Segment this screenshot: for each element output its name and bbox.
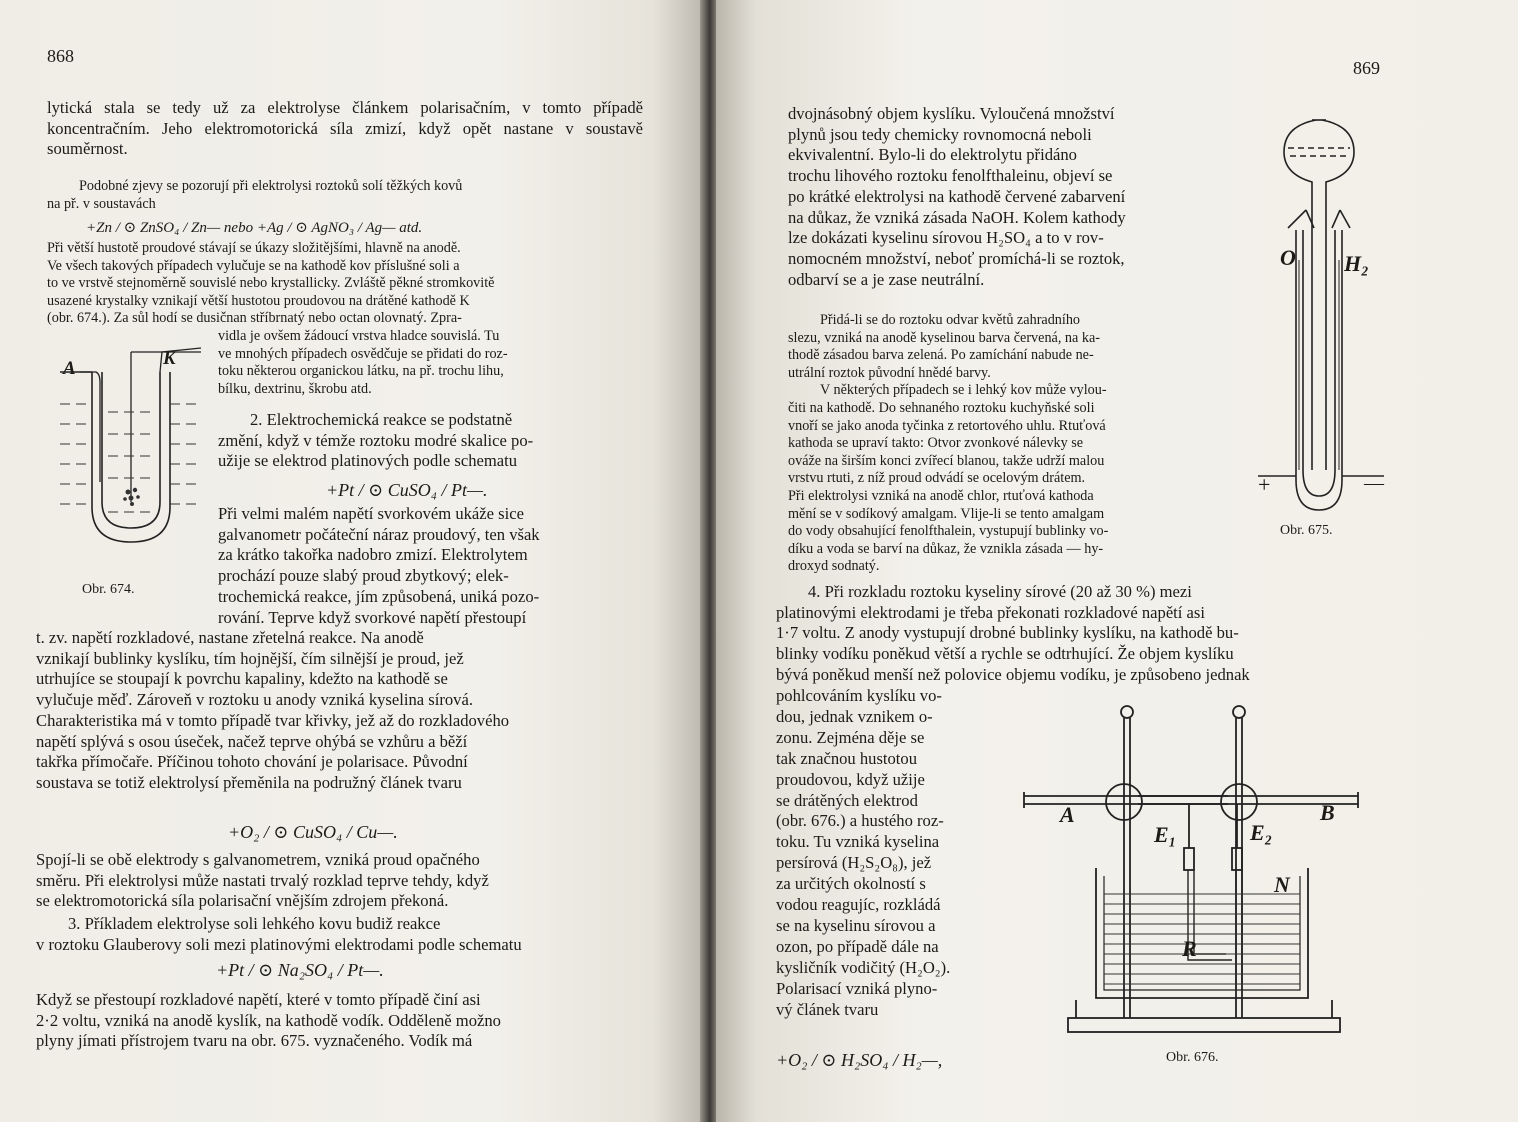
figure-674-u-tube bbox=[56, 342, 206, 557]
text-line: thodě zásadou barva zelená. Po zamíchání nabude ne- bbox=[788, 347, 1094, 364]
text-line: trochemická reakce, jím způsobená, uniká pozo- bbox=[218, 586, 540, 606]
text-line: 4. Při rozkladu roztoku kyseliny sírové (20 až 30 %) mezi bbox=[808, 582, 1192, 601]
text-line: bílku, dextrinu, škrobu atd. bbox=[218, 380, 372, 397]
fig674-label-k: K bbox=[163, 348, 176, 369]
fig675-plus: + bbox=[1258, 472, 1271, 497]
text-line: plyny jímati přístrojem tvaru na obr. 675. vyznačeného. Vodík má bbox=[36, 1031, 473, 1051]
text-line: vylučuje měď. Zároveň v roztoku u anody vzniká kyselina sírová. bbox=[36, 690, 473, 710]
text-line: na důkaz, že vzniká zásada NaOH. Kolem kathody bbox=[788, 207, 1126, 227]
left-small-block-2 bbox=[47, 240, 643, 328]
text-line: droxyd sodnatý. bbox=[788, 558, 880, 575]
text-line: utrální roztok původní hnědé barvy. bbox=[788, 364, 991, 381]
text-line: se drátěných elektrod bbox=[776, 790, 918, 810]
text-line: Když se přestoupí rozkladové napětí, které v tomto případě činí asi bbox=[36, 990, 481, 1009]
text-line: napětí splývá s osou úseček, načež teprve ohýbá se vzhůru a běží bbox=[36, 731, 468, 751]
text-line: 3. Příkladem elektrolyse soli lehkého kovu budiž reakce bbox=[68, 914, 441, 933]
text-line: plynů jsou tedy chemicky rovnomocná neboli bbox=[788, 124, 1092, 144]
formula-zn-ag: +Zn / ⊙ ZnSO₄ / Zn— nebo +Ag / ⊙ AgNO₃ / Ag— atd. bbox=[86, 220, 423, 236]
section-2-body bbox=[218, 504, 643, 628]
text-line: vý článek tvaru bbox=[776, 999, 879, 1019]
fig676-label-a: A bbox=[1060, 802, 1075, 827]
text-line: Při velmi malém napětí svorkovém ukáže sice bbox=[218, 504, 524, 523]
formula-o2-cu: +O₂ / ⊙ CuSO₄ / Cu—. bbox=[228, 822, 398, 842]
fig676-caption: Obr. 676. bbox=[1166, 1050, 1219, 1065]
text-line: Polarisací vzniká plyno- bbox=[776, 978, 938, 998]
section-2-intro bbox=[218, 410, 643, 472]
text-line: trochu lihového roztoku fenolfthaleinu, objeví se bbox=[788, 166, 1113, 186]
text-line: platinovými elektrodami je třeba překonati rozkladové napětí asi bbox=[776, 602, 1205, 622]
text-line: dou, jednak vznikem o- bbox=[776, 706, 933, 726]
text-line: pohlcováním kyslíku vo- bbox=[776, 686, 942, 705]
text-line: díku a voda se barví na důkaz, že vznikla zásada — hy- bbox=[788, 540, 1104, 557]
text-line: t. zv. napětí rozkladové, nastane zřetelná reakce. Na anodě bbox=[36, 628, 424, 647]
text-line: (obr. 674.). Za sůl hodí se dusičnan stříbrnatý nebo octan olovnatý. Zpra- bbox=[47, 310, 462, 327]
text-line: mění se v sodíkový amalgam. Vlije-li se tento amalgam bbox=[788, 505, 1105, 522]
text-line: ozon, po případě dále na bbox=[776, 936, 939, 956]
formula-o2-h2so4: +O₂ / ⊙ H₂SO₄ / H₂—, bbox=[776, 1050, 943, 1070]
page-number-left: 868 bbox=[47, 46, 74, 66]
fig675-caption: Obr. 675. bbox=[1280, 523, 1333, 538]
text-line: odbarví se a je zase neutrální. bbox=[788, 269, 985, 289]
text-line: utrhujíce se stoupají k povrchu kapaliny, kdežto na kathodě se bbox=[36, 669, 448, 689]
text-line: toku některou organickou látku, na př. trochu lihu, bbox=[218, 363, 504, 380]
text-line: kysličník vodičitý (H₂O₂). bbox=[776, 957, 951, 977]
section-4-narrow-column bbox=[776, 686, 992, 1021]
text-line: ve mnohých případech osvědčuje se přidati do roz- bbox=[218, 345, 508, 362]
text-line: galvanometr počáteční náraz proudový, ten však bbox=[218, 524, 540, 544]
text-line: usazené krystalky vznikají větší hustotou proudovou na drátěné kathodě K bbox=[47, 292, 470, 309]
fig676-label-r: R bbox=[1182, 936, 1197, 961]
text-line: lze dokázati kyselinu sírovou H₂SO₄ a to v rov- bbox=[788, 228, 1104, 248]
text-line: proudovou, když užije bbox=[776, 769, 925, 789]
text-line: užije se elektrod platinových podle schematu bbox=[218, 451, 518, 471]
text-line: tak značnou hustotou bbox=[776, 748, 918, 768]
text-line: Spojí-li se obě elektrody s galvanometrem, vzniká proud opačného bbox=[36, 850, 480, 869]
text-line: vidla je ovšem žádoucí vrstva hladce souvislá. Tu bbox=[218, 328, 500, 344]
text-line: prochází pouze slabý proud zbytkový; elek- bbox=[218, 566, 509, 586]
text-line: vnoří se jako anoda tyčinka z retortového uhlu. Rtuťová bbox=[788, 417, 1106, 434]
text-line: 1·7 voltu. Z anody vystupují drobné bublinky kyslíku, na kathodě bu- bbox=[776, 623, 1239, 643]
text-line: rování. Teprve když svorkové napětí přestoupí bbox=[218, 607, 527, 627]
text-line: Ve všech takových případech vylučuje se na kathodě kov příslušné soli a bbox=[47, 257, 460, 274]
text-line: V některých případech se i lehký kov může vylou- bbox=[820, 382, 1107, 399]
text-line: nomocném množství, neboť promíchá-li se roztok, bbox=[788, 248, 1125, 268]
text-line: v roztoku Glauberovy soli mezi platinovými elektrodami podle schematu bbox=[36, 934, 522, 954]
text-line: 2. Elektrochemická reakce se podstatně bbox=[250, 410, 513, 429]
left-small-block-1 bbox=[47, 178, 643, 213]
text-line: Přidá-li se do roztoku odvar květů zahradního bbox=[820, 312, 1081, 328]
right-small-block bbox=[788, 312, 1244, 576]
formula-na2so4: +Pt / ⊙ Na₂SO₄ / Pt—. bbox=[216, 960, 384, 980]
section-4-intro bbox=[776, 582, 1380, 686]
text-line: (obr. 676.) a hustého roz- bbox=[776, 811, 944, 831]
text-line: Podobné zjevy se pozorují při elektrolysi roztoků solí těžkých kovů bbox=[79, 178, 463, 194]
text-line: blinky vodíku poněkud větší a rychle se odtrhující. Že objem kyslíku bbox=[776, 644, 1234, 664]
fig674-label-a: A bbox=[63, 358, 76, 379]
text-line: se na kyselinu sírovou a bbox=[776, 915, 936, 935]
text-line: takřka přímočaře. Příčinou tohoto chování je polarisace. Původní bbox=[36, 752, 468, 772]
formula-pt-cuso4: +Pt / ⊙ CuSO₄ / Pt—. bbox=[326, 480, 488, 500]
fig675-label-h2: H₂ bbox=[1344, 251, 1369, 276]
text-line: ekvivalentní. Bylo-li do elektrolytu přidáno bbox=[788, 145, 1077, 165]
figure-675-apparatus bbox=[1256, 110, 1386, 520]
right-paragraph-1 bbox=[788, 104, 1244, 290]
text-line: bývá poněkud menší než polovice objemu vodíku, je způsobeno jednak bbox=[776, 664, 1250, 684]
text-line: zonu. Zejména děje se bbox=[776, 727, 925, 747]
text-line: vodou reagujíc, rozkládá bbox=[776, 895, 941, 915]
text-line: to ve vrstvě stejnoměrně souvislé nebo krystallicky. Zvláště pěkné stromkovitě bbox=[47, 275, 495, 292]
right-page bbox=[716, 0, 1518, 1122]
fig676-label-e2: E₂ bbox=[1250, 820, 1273, 845]
fig676-label-e1: E₁ bbox=[1154, 822, 1177, 847]
text-line: do vody obsahující fenolfthalein, vystupují bublinky vo- bbox=[788, 523, 1109, 540]
decomposition-paragraph bbox=[36, 628, 643, 794]
text-line: ováže na širším konci zvířecí blanou, takže udrží malou bbox=[788, 452, 1105, 469]
text-line: změní, když v témže roztoku modré skalice po- bbox=[218, 430, 534, 450]
fig676-label-b: B bbox=[1320, 800, 1335, 825]
text-line: na př. v soustavách bbox=[47, 195, 156, 212]
text-line: směru. Při elektrolysi může nastati trvalý rozklad teprve tehdy, když bbox=[36, 870, 489, 890]
left-page bbox=[0, 0, 702, 1122]
text-line: za krátko takořka nadobro zmizí. Elektrolytem bbox=[218, 545, 528, 565]
text-line: za určitých okolností s bbox=[776, 874, 926, 894]
text-line: slezu, vzniká na anodě kyselinou barva červená, na ka- bbox=[788, 329, 1100, 346]
text-line: vrstvu rtuti, z níž proud odvádí se ocelovým drátem. bbox=[788, 470, 1086, 487]
fig675-minus: — bbox=[1364, 472, 1384, 494]
text-line: kathoda se upraví takto: Otvor zvonkové nálevky se bbox=[788, 435, 1084, 452]
figure-676-electrolysis-vessel bbox=[1018, 700, 1378, 1040]
left-small-block-3 bbox=[218, 328, 643, 398]
text-line: soustava se totiž elektrolysí přeměnila na podružný článek tvaru bbox=[36, 772, 462, 792]
last-paragraph-left bbox=[36, 990, 643, 1052]
text-line: Charakteristika má v tomto případě tvar křivky, jež až do rozkladového bbox=[36, 710, 510, 730]
text-line: dvojnásobný objem kyslíku. Vyloučená množství bbox=[788, 104, 1115, 123]
galvanometer-paragraph bbox=[36, 850, 643, 912]
text-line: čiti na kathodě. Do sehnaného roztoku kuchyňské soli bbox=[788, 399, 1095, 416]
text-line: persírová (H₂S₂O₈), jež bbox=[776, 853, 932, 873]
fig674-caption: Obr. 674. bbox=[82, 582, 135, 597]
text-line: vznikají bublinky kyslíku, tím hojnější, čím silnější je proud, jež bbox=[36, 648, 464, 668]
page-number-right: 869 bbox=[1353, 58, 1380, 78]
text-line: Při elektrolysi vzniká na anodě chlor, rtuťová kathoda bbox=[788, 487, 1094, 504]
text-line: po krátké elektrolysi na kathodě červené zabarvení bbox=[788, 186, 1126, 206]
fig675-label-o: O bbox=[1280, 245, 1296, 270]
text-line: se elektromotorická síla polarisační vnějším zdrojem překoná. bbox=[36, 891, 449, 911]
text-line: toku. Tu vzniká kyselina bbox=[776, 832, 940, 852]
text-line: 2·2 voltu, vzniká na anodě kyslík, na kathodě vodík. Odděleně možno bbox=[36, 1010, 501, 1030]
fig676-label-n: N bbox=[1274, 872, 1290, 897]
left-paragraph-1: lytická stala se tedy už za elektrolyse článkem polarisačním, v tomto případě koncentračním. Jeho elektromotorická síla zmizí, když opět nastane v soustavě souměrnost. bbox=[47, 98, 643, 159]
text-line: Při větší hustotě proudové stávají se úkazy složitějšími, hlavně na anodě. bbox=[47, 240, 461, 256]
section-3-intro bbox=[36, 914, 643, 955]
